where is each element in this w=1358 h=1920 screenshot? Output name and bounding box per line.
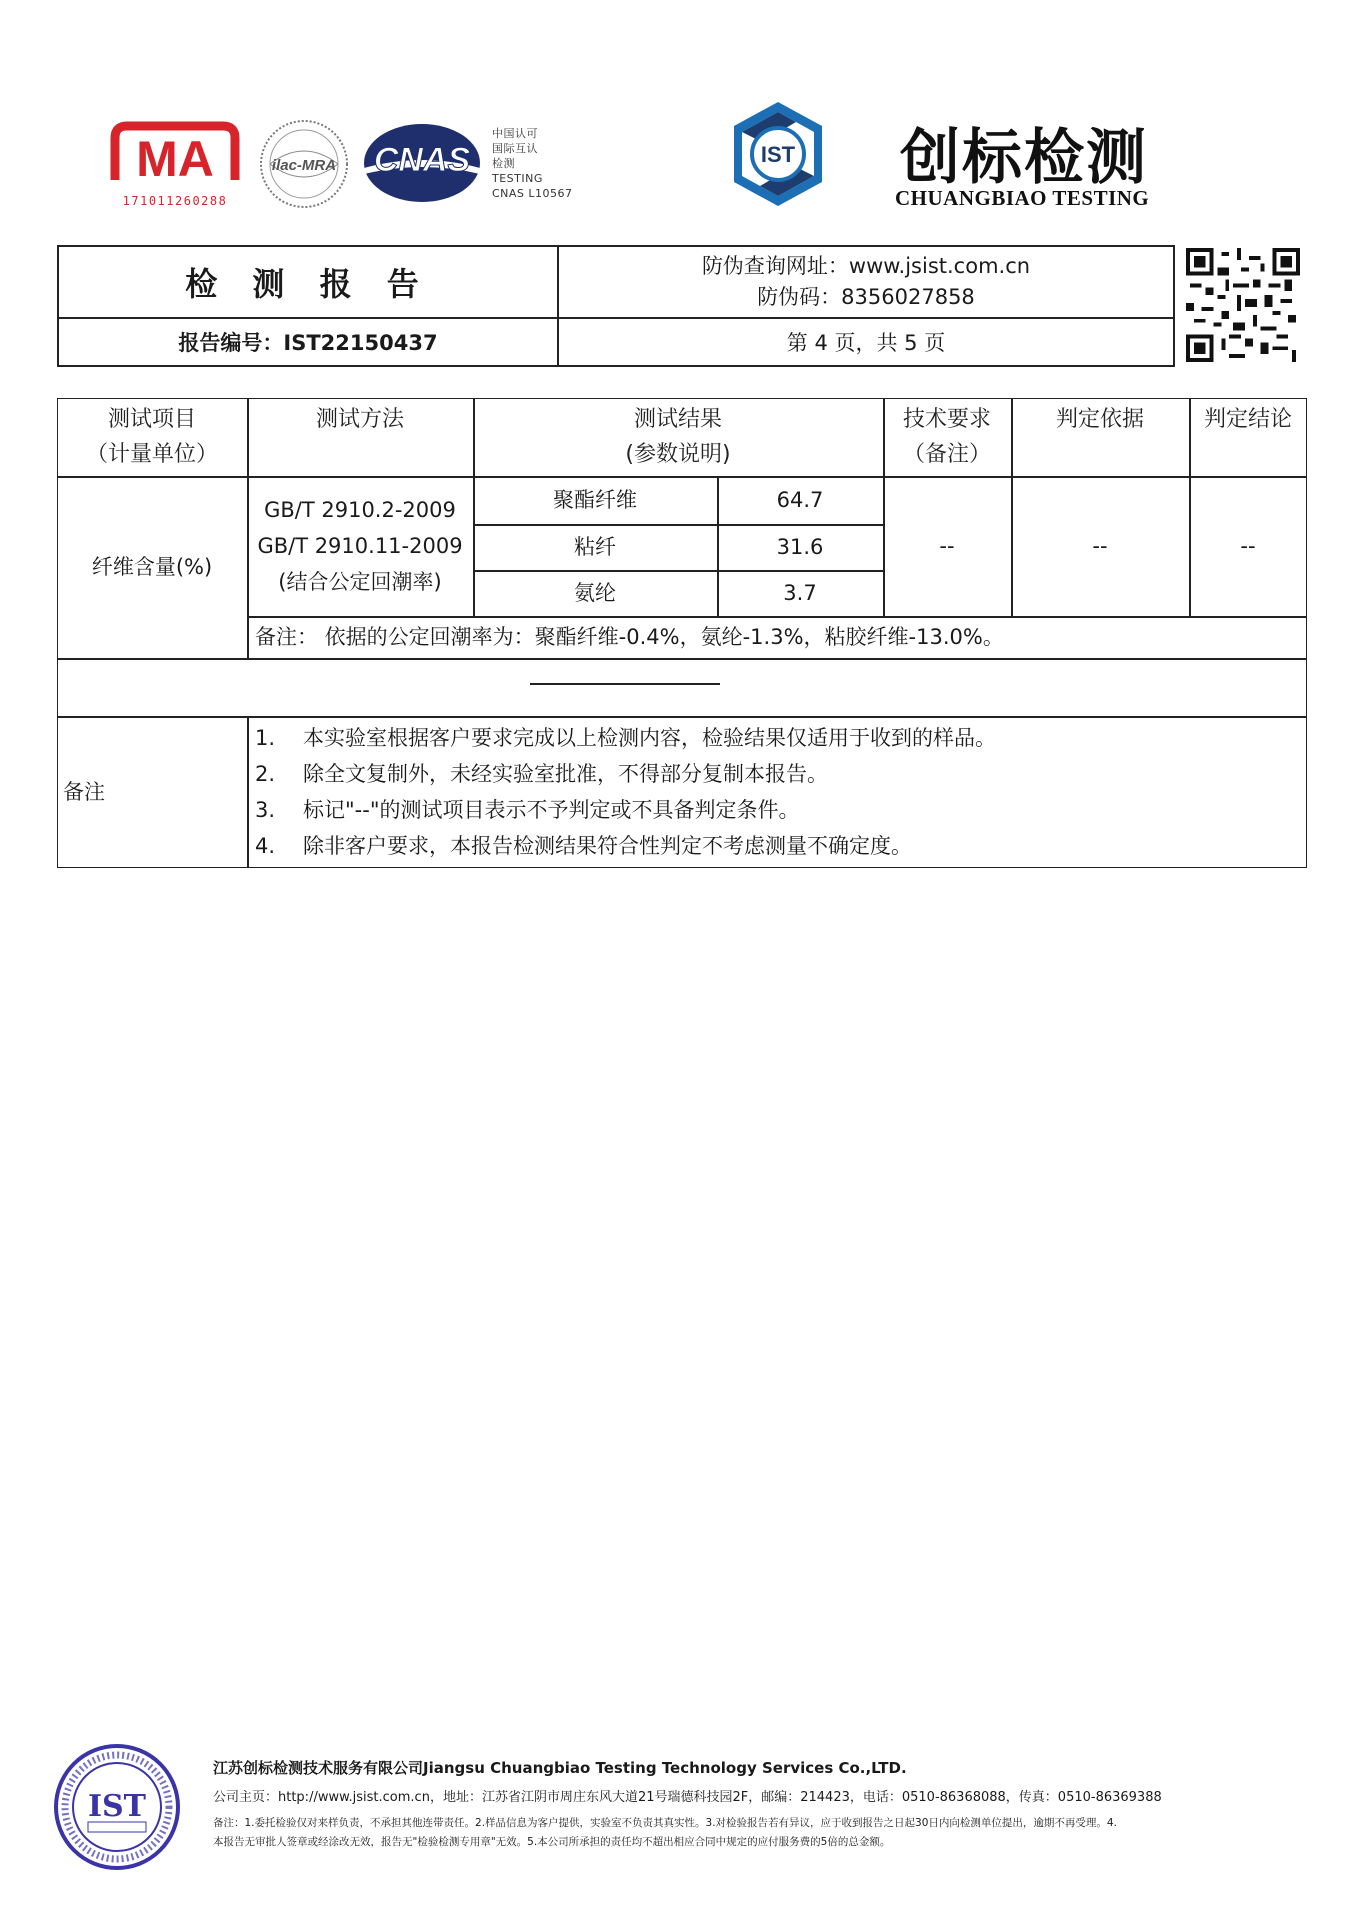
conclusion-value: -- bbox=[1240, 534, 1256, 558]
moisture-regain-note: 备注： 依据的公定回潮率为：聚酯纤维-0.4%，氨纶-1.3%，粘胶纤维-13.0%。 bbox=[255, 625, 1004, 649]
remark-item: 4. 除非客户要求，本报告检测结果符合性判定不考虑测量不确定度。 bbox=[255, 834, 912, 858]
svg-text:IST: IST bbox=[87, 1789, 147, 1824]
method-line: GB/T 2910.11-2009 bbox=[257, 534, 463, 558]
result-value: 64.7 bbox=[776, 488, 824, 512]
brand-name-cn: 创标检测 bbox=[900, 123, 1148, 193]
report-title: 检 测 报 告 bbox=[185, 265, 431, 303]
result-value: 31.6 bbox=[776, 535, 824, 559]
test-item-fiber-content: 纤维含量(%) bbox=[91, 555, 213, 579]
header-test-method: 测试方法 bbox=[315, 407, 404, 432]
footer-remark: 备注：1.委托检验仅对来样负责，不承担其他连带责任。2.样品信息为客户提供，实验室不负责其真实性。3.对检验报告若有异议，应于收到报告之日起30日内向检测单位提出，逾期不再受理。4. 本报告无审批人签章或经涂改无效，报告无"检验检测专用章"无效。5.本公司所承担的责任均不超出相应合同中规定的应付服务费的5倍的总金额。 bbox=[213, 1817, 1117, 1848]
svg-text:MA: MA bbox=[136, 131, 214, 187]
footer bbox=[213, 1756, 1313, 1852]
cma-code: 171011260288 bbox=[122, 194, 228, 208]
header-test-result: 测试结果 (参数说明) bbox=[625, 407, 731, 467]
requirement-value: -- bbox=[939, 534, 955, 558]
test-methods bbox=[247, 476, 473, 616]
results-table bbox=[57, 398, 1307, 868]
result-name: 氨纶 bbox=[574, 581, 616, 605]
page-info: 第 4 页，共 5 页 bbox=[786, 331, 946, 355]
anti-fake-url: 防伪查询网址：www.jsist.com.cn bbox=[701, 254, 1031, 278]
cnas-logo bbox=[362, 122, 482, 204]
header-requirement: 技术要求 （备注） bbox=[902, 407, 991, 467]
remark-item: 2. 除全文复制外，未经实验室批准，不得部分复制本报告。 bbox=[255, 762, 828, 786]
brand-name-en: CHUANGBIAO TESTING bbox=[895, 186, 1150, 210]
report-number: 报告编号：IST22150437 bbox=[178, 331, 438, 355]
cnas-accreditation-text: 中国认可 国际互认 检测 TESTING CNAS L10567 bbox=[492, 127, 573, 200]
remark-item: 1. 本实验室根据客户要求完成以上检测内容，检验结果仅适用于收到的样品。 bbox=[255, 726, 996, 750]
remarks-label: 备注 bbox=[63, 780, 105, 804]
result-value: 3.7 bbox=[783, 581, 817, 605]
report-title-block bbox=[57, 245, 1175, 367]
divider bbox=[57, 658, 1307, 660]
qr-code[interactable] bbox=[1186, 248, 1300, 362]
svg-text:CNAS: CNAS bbox=[373, 141, 471, 179]
anti-fake-info bbox=[559, 247, 1173, 317]
svg-text:IST: IST bbox=[760, 142, 796, 167]
footer-contact-info: 公司主页：http://www.jsist.com.cn，地址：江苏省江阴市周庄东风大道21号瑞德科技园2F，邮编：214423，电话：0510-86368088，传真：0510-86369388 bbox=[213, 1790, 1162, 1805]
ist-logo bbox=[722, 98, 834, 210]
remark-item: 3. 标记"--"的测试项目表示不予判定或不具备判定条件。 bbox=[255, 798, 800, 822]
anti-fake-code: 防伪码：8356027858 bbox=[757, 285, 975, 309]
method-line: (结合公定回潮率) bbox=[278, 570, 442, 594]
ilac-mra-logo bbox=[258, 118, 350, 210]
method-line: GB/T 2910.2-2009 bbox=[264, 498, 456, 522]
header-basis: 判定依据 bbox=[1055, 407, 1144, 432]
divider bbox=[57, 716, 1307, 718]
result-name: 聚酯纤维 bbox=[553, 488, 637, 512]
company-seal bbox=[52, 1742, 182, 1872]
logo-row bbox=[0, 0, 1358, 240]
divider bbox=[247, 716, 249, 868]
header-test-item: 测试项目 （计量单位） bbox=[85, 407, 218, 467]
footer-company-name: 江苏创标检测技术服务有限公司Jiangsu Chuangbiao Testing Technology Services Co.,LTD. bbox=[213, 1759, 907, 1777]
basis-value: -- bbox=[1092, 534, 1108, 558]
cma-logo bbox=[105, 118, 245, 210]
end-of-data-line bbox=[530, 683, 720, 685]
result-name: 粘纤 bbox=[574, 535, 616, 559]
svg-text:ilac-MRA: ilac-MRA bbox=[271, 157, 337, 174]
header-conclusion: 判定结论 bbox=[1203, 407, 1292, 432]
